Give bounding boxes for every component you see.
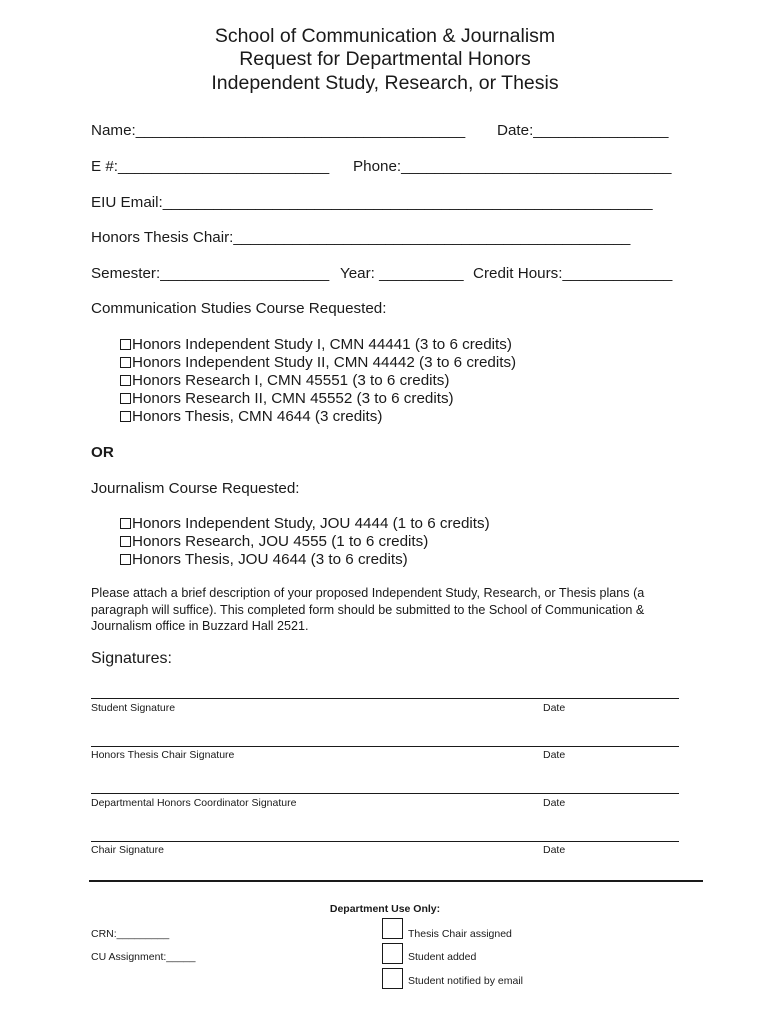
checkbox-icon[interactable]: [120, 554, 131, 565]
crn-field[interactable]: CRN:_________: [91, 928, 170, 940]
thesis-chair-assigned-label: Thesis Chair assigned: [408, 928, 512, 940]
student-notified-checkbox[interactable]: [382, 968, 403, 989]
checkbox-icon[interactable]: [120, 375, 131, 386]
thesis-chair-signature-line[interactable]: [91, 746, 679, 747]
student-signature-label: Student Signature: [91, 702, 176, 714]
jou-option-3[interactable]: Honors Thesis, JOU 4644 (3 to 6 credits): [120, 551, 408, 569]
checkbox-icon[interactable]: [120, 339, 131, 350]
checkbox-icon[interactable]: [120, 393, 131, 404]
form-title-request: Request for Departmental Honors: [239, 48, 531, 70]
chair-signature-label: Chair Signature: [91, 844, 164, 856]
coordinator-signature-line[interactable]: [91, 793, 679, 794]
student-signature-date-label: Date: [543, 702, 566, 714]
semester-field[interactable]: Semester:____________________: [91, 265, 330, 282]
student-signature-line[interactable]: [91, 698, 679, 699]
thesis-chair-signature-date-label: Date: [543, 749, 566, 761]
comm-option-3[interactable]: Honors Research I, CMN 45551 (3 to 6 credits): [120, 372, 449, 390]
credit-hours-field[interactable]: Credit Hours:_____________: [473, 265, 673, 282]
jou-option-2[interactable]: Honors Research, JOU 4555 (1 to 6 credits): [120, 533, 428, 551]
checkbox-icon[interactable]: [120, 536, 131, 547]
year-field[interactable]: Year: __________: [340, 265, 464, 282]
jou-option-1[interactable]: Honors Independent Study, JOU 4444 (1 to 6 credits): [120, 515, 490, 533]
comm-option-5[interactable]: Honors Thesis, CMN 4644 (3 credits): [120, 408, 382, 426]
checkbox-icon[interactable]: [120, 518, 131, 529]
cu-assignment-field[interactable]: CU Assignment:_____: [91, 951, 196, 963]
checkbox-icon[interactable]: [120, 411, 131, 422]
chair-signature-date-label: Date: [543, 844, 566, 856]
coordinator-signature-label: Departmental Honors Coordinator Signature: [91, 797, 297, 809]
section-divider: [89, 880, 703, 882]
form-title-school: School of Communication & Journalism: [214, 25, 556, 47]
comm-option-1[interactable]: Honors Independent Study I, CMN 44441 (3 to 6 credits): [120, 336, 512, 354]
eiu-email-field[interactable]: EIU Email:__________________________________________________________: [91, 194, 653, 211]
chair-signature-line[interactable]: [91, 841, 679, 842]
department-use-heading: Department Use Only:: [329, 903, 441, 915]
journalism-heading: Journalism Course Requested:: [91, 480, 300, 497]
comm-studies-heading: Communication Studies Course Requested:: [91, 300, 387, 317]
or-label: OR: [91, 444, 114, 461]
student-added-label: Student added: [408, 951, 477, 963]
coordinator-signature-date-label: Date: [543, 797, 566, 809]
comm-option-4[interactable]: Honors Research II, CMN 45552 (3 to 6 credits): [120, 390, 454, 408]
e-number-field[interactable]: E #:_________________________: [91, 158, 330, 175]
name-field[interactable]: Name:_______________________________________: [91, 122, 466, 139]
date-field[interactable]: Date:________________: [497, 122, 669, 139]
signatures-heading: Signatures:: [91, 650, 172, 667]
form-title-type: Independent Study, Research, or Thesis: [211, 72, 559, 94]
instructions-text: Please attach a brief description of your proposed Independent Study, Research, or Thesis plans (a paragraph will suffice). This completed form should be submitted to the School of Communication & Journalism office in Buzzard Hall 2521.: [91, 586, 645, 633]
thesis-chair-signature-label: Honors Thesis Chair Signature: [91, 749, 235, 761]
phone-field[interactable]: Phone:________________________________: [353, 158, 672, 175]
thesis-chair-field[interactable]: Honors Thesis Chair:_______________________________________________: [91, 229, 631, 246]
checkbox-icon[interactable]: [120, 357, 131, 368]
comm-option-2[interactable]: Honors Independent Study II, CMN 44442 (3 to 6 credits): [120, 354, 516, 372]
thesis-chair-assigned-checkbox[interactable]: [382, 918, 403, 939]
student-notified-label: Student notified by email: [408, 975, 523, 987]
student-added-checkbox[interactable]: [382, 943, 403, 964]
